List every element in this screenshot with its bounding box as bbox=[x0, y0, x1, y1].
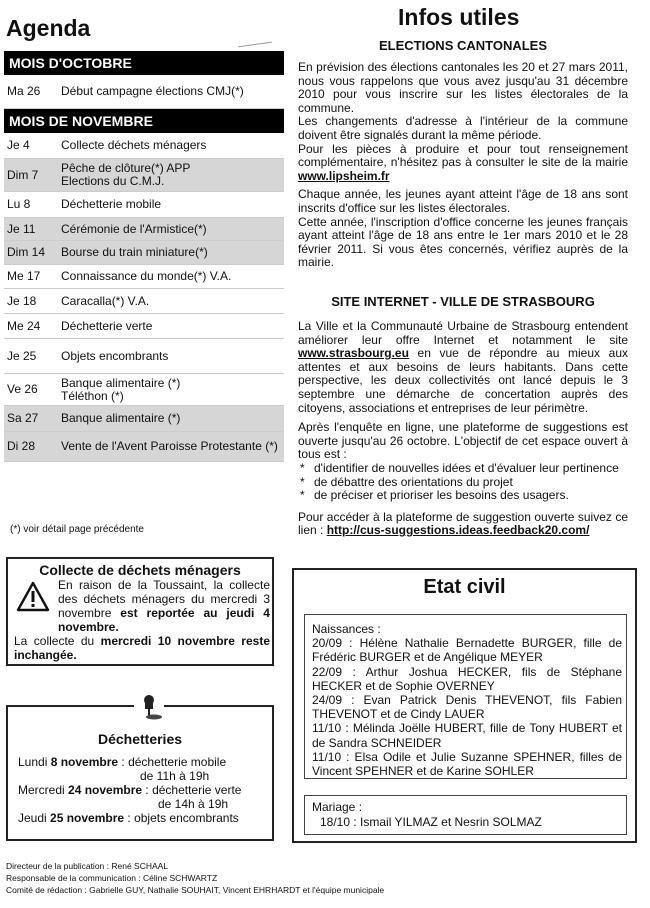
naissances-label: Naissances : bbox=[312, 622, 381, 636]
credit-communication: Responsable de la communication : Céline SCHWARTZ bbox=[6, 873, 218, 883]
dechetterie-hours: de 11h à 19h bbox=[140, 769, 210, 783]
suggestions-link[interactable]: http://cus-suggestions.ideas.feedback20.com/ bbox=[326, 523, 590, 538]
naissances-list bbox=[312, 622, 622, 778]
paragraph: Cette année, l'inscription d'office concerne les jeunes français ayant atteint l'âge de 18 ans entre le 1er mars 2010 et le 28 février 2011. Si vous êtes concernés, vérifiez auprès de la mairie. bbox=[298, 214, 628, 270]
paragraph: Pour les pièces à produire et pour tout renseignement complémentaire, n'hésitez pas à consulter le site de la mairie www.lipsheim.fr bbox=[298, 141, 628, 183]
agenda-row bbox=[4, 374, 284, 406]
publication-credits bbox=[6, 860, 384, 896]
agenda-event: Cérémonie de l'Armistice(*) bbox=[61, 221, 207, 236]
agenda-date: Je 11 bbox=[7, 221, 36, 236]
lipsheim-link[interactable]: www.lipsheim.fr bbox=[298, 168, 390, 183]
agenda-date: Di 28 bbox=[7, 439, 36, 453]
agenda-row bbox=[4, 339, 284, 374]
agenda-row bbox=[4, 192, 284, 218]
etat-civil-box bbox=[292, 568, 637, 843]
agenda-date: Me 17 bbox=[7, 269, 41, 283]
credit-director: Directeur de la publication : René SCHAAL bbox=[6, 861, 169, 871]
collecte-body bbox=[14, 578, 270, 662]
list-item: 22/09 : Arthur Joshua HECKER, fils de Stéphane HECKER et de Sophie OVERNEY bbox=[312, 664, 622, 693]
agenda-date: Je 18 bbox=[7, 293, 37, 308]
pushpin-icon bbox=[134, 693, 164, 721]
agenda-date: Lu 8 bbox=[7, 197, 31, 211]
list-item: 24/09 : Evan Patrick Denis THEVENOT, fils Fabien THEVENOT et de Cindy LAUER bbox=[312, 693, 622, 722]
agenda-event: Pêche de clôture(*) APP Elections du C.M.J. bbox=[61, 161, 191, 188]
agenda-row bbox=[4, 159, 284, 192]
agenda-date: Dim 14 bbox=[7, 245, 46, 259]
month-header-november: MOIS DE NOVEMBRE bbox=[4, 109, 284, 133]
agenda-date: Me 24 bbox=[7, 318, 41, 333]
objectives-list bbox=[298, 462, 628, 503]
credit-committee: Comité de rédaction : Gabrielle GUY, Nathalie SOUHAIT, Vincent EHRHARDT et l'équipe municipale bbox=[6, 885, 385, 895]
agenda-event: Banque alimentaire (*) bbox=[61, 411, 181, 425]
decorative-rule bbox=[238, 42, 272, 48]
agenda-event: Objets encombrants bbox=[61, 348, 169, 363]
elections-heading: ELECTIONS CANTONALES bbox=[378, 38, 548, 53]
dechetterie-entry: Mercredi 24 novembre : déchetterie verte bbox=[18, 783, 242, 797]
agenda-row bbox=[4, 314, 284, 339]
list-item: * de préciser et prioriser les besoins des usagers. bbox=[300, 488, 569, 503]
mariage-list bbox=[312, 800, 542, 830]
agenda-date: Je 25 bbox=[7, 348, 37, 363]
list-item: * d'identifier de nouvelles idées et d'évaluer leur pertinence bbox=[300, 460, 619, 475]
list-item: 11/10 : Mélinda Joëlle HUBERT, fille de Tony HUBERT et de Sandra SCHNEIDER bbox=[312, 721, 622, 750]
list-item: 18/10 : Ismail YILMAZ et Nesrin SOLMAZ bbox=[320, 815, 542, 829]
agenda-date: Dim 7 bbox=[7, 167, 39, 182]
agenda-title: Agenda bbox=[6, 15, 91, 41]
mariage-label: Mariage : bbox=[312, 800, 363, 814]
infos-title: Infos utiles bbox=[398, 4, 520, 30]
dechetterie-entry: Jeudi 25 novembre : objets encombrants bbox=[18, 811, 239, 825]
mariage-box bbox=[304, 795, 627, 835]
agenda-date: Sa 27 bbox=[7, 411, 39, 425]
collecte-text-2: La collecte du mercredi 10 novembre reste inchangée. bbox=[14, 634, 270, 662]
agenda-event: Bourse du train miniature(*) bbox=[61, 245, 208, 259]
strasbourg-link[interactable]: www.strasbourg.eu bbox=[298, 346, 409, 361]
list-item: * de débattre des orientations du projet bbox=[300, 474, 513, 489]
collecte-notice-box bbox=[6, 557, 274, 666]
dechetterie-hours: de 14h à 19h bbox=[158, 797, 229, 811]
etat-civil-title: Etat civil bbox=[423, 576, 506, 598]
agenda-row bbox=[4, 241, 284, 265]
agenda-event: Collecte déchets ménagers bbox=[61, 138, 207, 152]
list-item: 11/10 : Elsa Odile et Julie Suzanne SPEHNER, filles de Vincent SPEHNER et de Karine SOHLER bbox=[312, 749, 622, 779]
dechetteries-title: Déchetteries bbox=[97, 731, 183, 747]
agenda-row bbox=[4, 218, 284, 241]
agenda-event: Début campagne élections CMJ(*) bbox=[61, 84, 244, 98]
agenda-row bbox=[4, 265, 284, 289]
dechetteries-body bbox=[18, 755, 268, 825]
agenda-event: Déchetterie mobile bbox=[61, 197, 162, 211]
agenda-footnote: (*) voir détail page précédente bbox=[10, 524, 144, 535]
agenda-date: Ma 26 bbox=[7, 84, 41, 98]
site-internet-heading: SITE INTERNET - VILLE DE STRASBOURG bbox=[331, 294, 595, 309]
month-header-october: MOIS D'OCTOBRE bbox=[4, 51, 284, 75]
paragraph: Pour accéder à la plateforme de suggestion ouverte suivez ce lien : http://cus-suggestions.ideas.feedback20.com/ bbox=[298, 509, 628, 538]
agenda-row bbox=[4, 289, 284, 314]
naissances-box bbox=[304, 614, 627, 779]
dechetterie-entry: Lundi 8 novembre : déchetterie mobile bbox=[18, 755, 227, 769]
agenda-row bbox=[4, 432, 284, 462]
agenda-date: Je 4 bbox=[7, 138, 30, 152]
site-internet-body bbox=[298, 320, 628, 538]
agenda-row bbox=[4, 133, 284, 159]
collecte-text-1: En raison de la Toussaint, la collecte des déchets ménagers du mercredi 3 novembre est reportée au jeudi 4 novembre. bbox=[58, 578, 270, 634]
list-item: 20/09 : Hélène Nathalie Bernadette BURGER, fille de Frédéric BURGER et de Angélique MEYER bbox=[312, 636, 622, 665]
agenda-table bbox=[4, 51, 284, 462]
agenda-event: Déchetterie verte bbox=[61, 318, 153, 333]
agenda-event: Banque alimentaire (*) Téléthon (*) bbox=[61, 375, 181, 403]
warning-icon bbox=[16, 581, 50, 613]
paragraph: Après l'enquête en ligne, une plateforme de suggestions est ouverte jusqu'au 26 octobre. L'objectif de cet espace ouvert à tous est : bbox=[298, 420, 628, 462]
agenda-event: Caracalla(*) V.A. bbox=[61, 293, 150, 308]
elections-body bbox=[298, 61, 628, 270]
agenda-row bbox=[4, 406, 284, 432]
agenda-date: Ve 26 bbox=[7, 382, 38, 396]
paragraph: En prévision des élections cantonales les 20 et 27 mars 2011, nous vous rappelons que vous avez jusqu'au 31 décembre 2010 pour vous inscrire sur les listes électorales de la commune. bbox=[298, 60, 628, 115]
collecte-title: Collecte de déchets ménagers bbox=[39, 562, 241, 578]
paragraph: La Ville et la Communauté Urbaine de Strasbourg entendent améliorer leur offre Internet et notamment le site www.strasbourg.eu en vue de répondre au mieux aux attentes et aux besoins de leurs habitants. Dans cette perspective, les deux collectivités ont lancé depuis le 3 septembre une démarche de concertation auprès des citoyens, associations et entreprises de leur périmètre. bbox=[298, 319, 628, 415]
paragraph: Les changements d'adresse à l'intérieur de la commune doivent être signalés durant la même période. bbox=[298, 114, 628, 142]
agenda-event: Connaissance du monde(*) V.A. bbox=[61, 269, 232, 283]
paragraph: Chaque année, les jeunes ayant atteint l'âge de 18 ans sont inscrits d'office sur les listes électorales. bbox=[298, 187, 628, 215]
agenda-row bbox=[4, 75, 284, 109]
dechetteries-box bbox=[6, 705, 274, 841]
agenda-event: Vente de l'Avent Paroisse Protestante (*) bbox=[61, 439, 278, 453]
